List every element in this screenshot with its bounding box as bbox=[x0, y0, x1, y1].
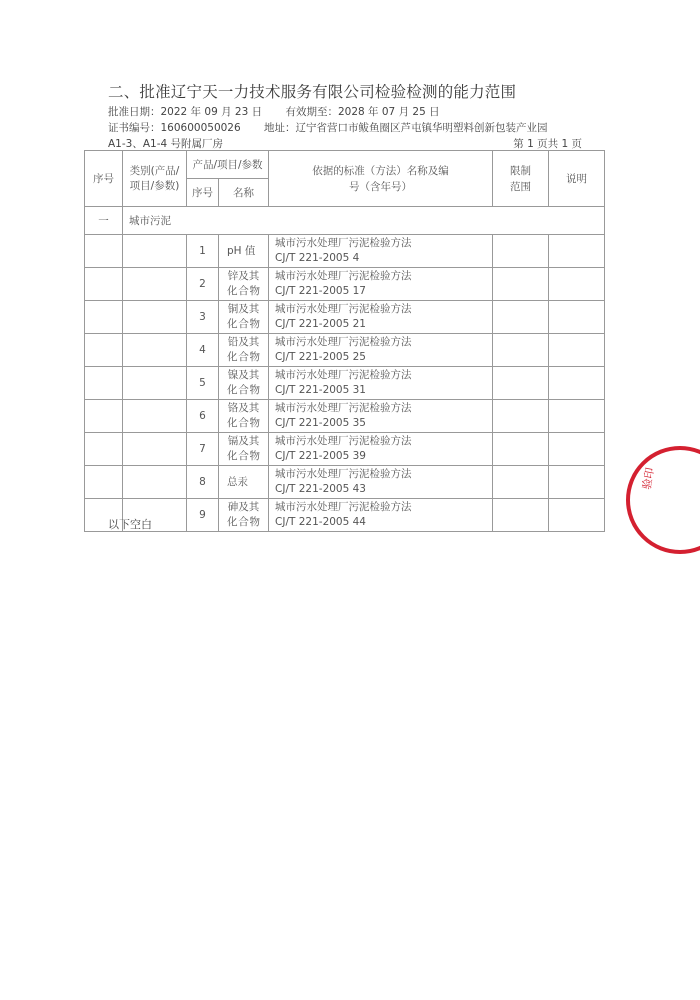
header-standard: 依据的标准（方法）名称及编号（含年号） bbox=[269, 151, 493, 207]
standard-code: CJ/T 221-2005 35 bbox=[275, 417, 366, 429]
standard-code: CJ/T 221-2005 17 bbox=[275, 285, 366, 297]
header-product-group: 产品/项目/参数 bbox=[187, 151, 269, 179]
row-number: 8 bbox=[187, 466, 219, 499]
table-row bbox=[85, 499, 605, 532]
seal-ring bbox=[628, 448, 700, 552]
item-name: 砷及其化合物 bbox=[219, 499, 269, 532]
item-name: 锌及其化合物 bbox=[219, 268, 269, 301]
standard-cell bbox=[269, 334, 493, 367]
standard-name: 城市污水处理厂污泥检验方法 bbox=[275, 237, 412, 249]
section-seq: 一 bbox=[85, 207, 123, 235]
table-row bbox=[85, 433, 605, 466]
standard-cell bbox=[269, 499, 493, 532]
standard-cell bbox=[269, 433, 493, 466]
table-row bbox=[85, 235, 605, 268]
standard-name: 城市污水处理厂污泥检验方法 bbox=[275, 303, 412, 315]
standard-name: 城市污水处理厂污泥检验方法 bbox=[275, 336, 412, 348]
approval-line bbox=[108, 104, 460, 119]
header-sub-seq: 序号 bbox=[187, 179, 219, 207]
standard-code: CJ/T 221-2005 25 bbox=[275, 351, 366, 363]
header-row bbox=[85, 151, 605, 179]
table-row bbox=[85, 367, 605, 400]
row-number: 3 bbox=[187, 301, 219, 334]
item-name: 镉及其化合物 bbox=[219, 433, 269, 466]
standard-cell bbox=[269, 367, 493, 400]
standard-code: CJ/T 221-2005 43 bbox=[275, 483, 366, 495]
row-number: 4 bbox=[187, 334, 219, 367]
address: 地址：辽宁省营口市鲅鱼圈区芦屯镇华明塑料创新包装产业园 bbox=[264, 122, 548, 134]
item-name: 总汞 bbox=[219, 466, 269, 499]
standard-code: CJ/T 221-2005 21 bbox=[275, 318, 366, 330]
header-limit: 限制范围 bbox=[493, 151, 549, 207]
cert-line bbox=[108, 120, 548, 135]
row-number: 2 bbox=[187, 268, 219, 301]
standard-cell bbox=[269, 301, 493, 334]
page-title: 二、批准辽宁天一力技术服务有限公司检验检测的能力范围 bbox=[108, 83, 517, 101]
standard-code: CJ/T 221-2005 4 bbox=[275, 252, 360, 264]
row-number: 9 bbox=[187, 499, 219, 532]
table-row bbox=[85, 400, 605, 433]
item-name: 铬及其化合物 bbox=[219, 400, 269, 433]
standard-cell bbox=[269, 235, 493, 268]
table-row bbox=[85, 301, 605, 334]
row-number: 6 bbox=[187, 400, 219, 433]
table-row bbox=[85, 268, 605, 301]
page-info: 第 1 页共 1 页 bbox=[513, 138, 582, 150]
header-seq: 序号 bbox=[85, 151, 123, 207]
valid-until: 有效期至：2028 年 07 月 25 日 bbox=[285, 106, 440, 118]
standard-code: CJ/T 221-2005 39 bbox=[275, 450, 366, 462]
standard-cell bbox=[269, 466, 493, 499]
standard-name: 城市污水处理厂污泥检验方法 bbox=[275, 501, 412, 513]
table-row bbox=[85, 466, 605, 499]
row-number: 5 bbox=[187, 367, 219, 400]
cert-number: 证书编号：160600050026 bbox=[108, 122, 241, 134]
approval-date: 批准日期：2022 年 09 月 23 日 bbox=[108, 106, 263, 118]
capability-table bbox=[84, 150, 605, 532]
standard-name: 城市污水处理厂污泥检验方法 bbox=[275, 270, 412, 282]
standard-name: 城市污水处理厂污泥检验方法 bbox=[275, 435, 412, 447]
header-category: 类别(产品/项目/参数) bbox=[123, 151, 187, 207]
standard-code: CJ/T 221-2005 44 bbox=[275, 516, 366, 528]
item-name: 镍及其化合物 bbox=[219, 367, 269, 400]
row-number: 7 bbox=[187, 433, 219, 466]
standard-cell bbox=[269, 400, 493, 433]
item-name: pH 值 bbox=[219, 235, 269, 268]
seal-text: 验印 bbox=[640, 466, 657, 491]
standard-name: 城市污水处理厂污泥检验方法 bbox=[275, 402, 412, 414]
section-row bbox=[85, 207, 605, 235]
standard-name: 城市污水处理厂污泥检验方法 bbox=[275, 468, 412, 480]
section-name: 城市污泥 bbox=[123, 207, 605, 235]
item-name: 铜及其化合物 bbox=[219, 301, 269, 334]
row-number: 1 bbox=[187, 235, 219, 268]
table-row bbox=[85, 334, 605, 367]
header-remark: 说明 bbox=[549, 151, 605, 207]
standard-name: 城市污水处理厂污泥检验方法 bbox=[275, 369, 412, 381]
address-continued: A1-3、A1-4 号附属厂房 bbox=[108, 138, 224, 150]
item-name: 铅及其化合物 bbox=[219, 334, 269, 367]
standard-code: CJ/T 221-2005 31 bbox=[275, 384, 366, 396]
official-seal-icon bbox=[620, 440, 700, 560]
header-sub-name: 名称 bbox=[219, 179, 269, 207]
blank-below-note: 以下空白 bbox=[108, 518, 152, 531]
standard-cell bbox=[269, 268, 493, 301]
